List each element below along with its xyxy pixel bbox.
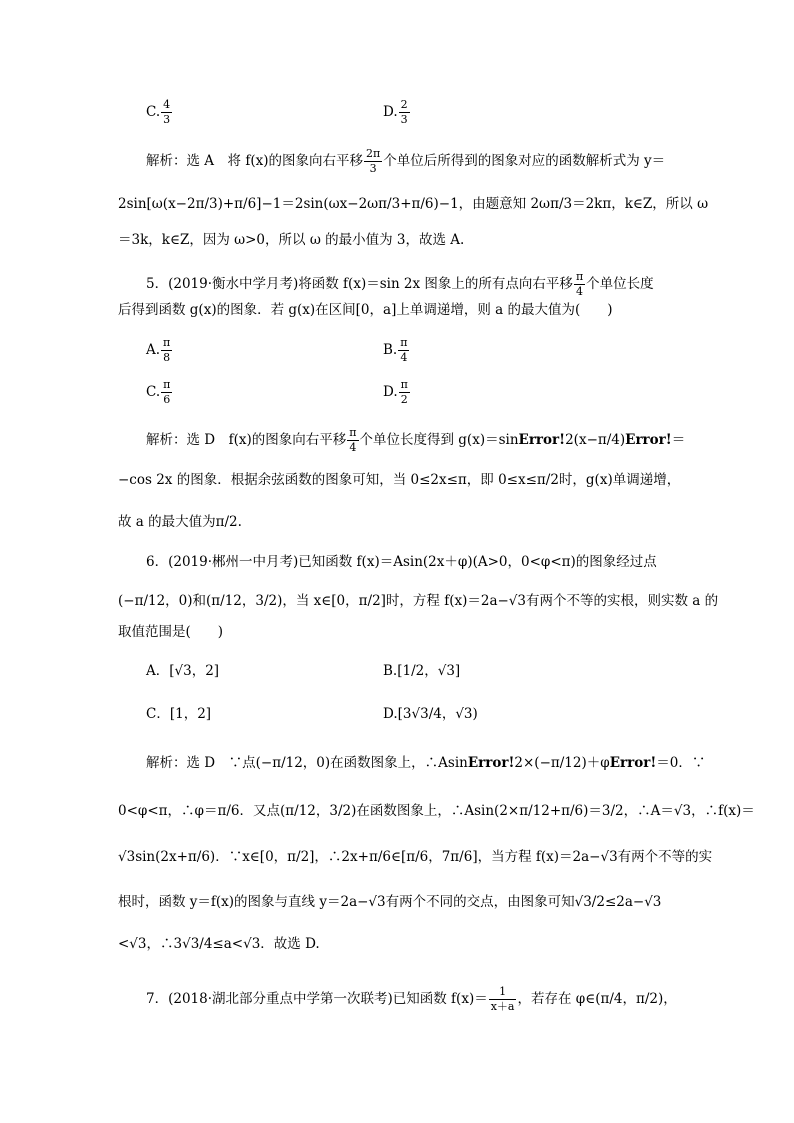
fraction: $\frac{4}{3}$ (163, 98, 171, 126)
q6-solution-line-4: 根时，函数 y＝f(x)的图象与直线 y＝2a−√3有两个不同的交点，由图象可知√3/2≤2a−√3 (118, 894, 662, 910)
error-marker: Error! (518, 432, 566, 448)
q5-option-d: D. $\frac{\pi}{2}$ (383, 378, 408, 406)
q5-solution-line-1: 解析：选 D f(x)的图象向右平移 $\frac{\pi}{4}$ 个单位长度得到 g(x)＝sinError!2(x−π/4)Error!＝ (146, 426, 686, 454)
q6-solution-line-2: 0<φ<π，∴φ＝π/6．又点(π/12，3/2)在函数图象上，∴Asin(2×π/12+π/6)＝3/2，∴A＝√3，∴f(x)＝ (118, 803, 755, 819)
error-marker: Error! (609, 755, 657, 771)
q6-option-a: A．[√3，2] (146, 663, 220, 679)
q5-stem-line-2: 后得到函数 g(x)的图象．若 g(x)在区间[0，a]上单调递增，则 a 的最大值为( ) (118, 302, 613, 318)
option-label: D. (383, 104, 398, 120)
q6-solution-line-3: √3sin(2x+π/6)．∵x∈[0，π/2]，∴2x+π/6∈[π/6，7π/6]，当方程 f(x)＝2a−√3有两个不等的实 (118, 849, 713, 865)
q4-solution-line-2: 2sin[ω(x−2π/3)+π/6]−1＝2sin(ωx−2ωπ/3+π/6)−1，由题意知 2ωπ/3＝2kπ，k∈Z，所以 ω (118, 196, 709, 212)
q4-solution-line-3: ＝3k，k∈Z，因为 ω>0，所以 ω 的最小值为 3，故选 A. (118, 232, 465, 248)
fraction: $\frac{2}{3}$ (400, 98, 408, 126)
q6-option-d: D.[3√3/4，√3) (383, 706, 478, 722)
option-label: C. (146, 104, 161, 120)
q6-option-c: C．[1，2] (146, 706, 212, 722)
q5-stem-line-1: 5．(2019·衡水中学月考)将函数 f(x)＝sin 2x 图象上的所有点向右平移 $\frac{\pi}{4}$ 个单位长度 (146, 270, 654, 298)
q4-solution-line-1: 解析：选 A 将 f(x)的图象向右平移 $\frac{2\pi}{3}$ 个单位后所得到的图象对应的函数解析式为 y＝ (146, 147, 666, 175)
q5-option-c: C. $\frac{\pi}{6}$ (146, 378, 171, 406)
q6-solution-line-1: 解析：选 D ∵点(−π/12，0)在函数图象上，∴AsinError!2×(−π/12)＋φError!＝0．∵ (146, 755, 706, 771)
q5-option-b: B. $\frac{\pi}{4}$ (383, 336, 408, 364)
q6-stem-line-1: 6．(2019·郴州一中月考)已知函数 f(x)＝Asin(2x＋φ)(A>0，0<φ<π)的图象经过点 (146, 554, 657, 570)
q7-stem-line-1: 7．(2018·湖北部分重点中学第一次联考)已知函数 f(x)＝ $\frac{1}{x+a}$ ，若存在 φ∈(π/4，π/2)， (146, 985, 677, 1013)
q4-option-d (383, 98, 411, 127)
error-marker: Error! (625, 432, 672, 448)
q5-solution-line-3: 故 a 的最大值为π/2. (118, 514, 242, 530)
q6-stem-line-2: (−π/12，0)和(π/12，3/2)，当 x∈[0，π/2]时，方程 f(x)＝2a−√3有两个不等的实根，则实数 a 的 (118, 593, 719, 609)
q6-solution-line-5: <√3，∴3√3/4≤a<√3．故选 D. (118, 936, 320, 952)
q5-option-a: A. $\frac{\pi}{8}$ (146, 336, 171, 364)
q4-option-c (146, 98, 173, 127)
q6-option-b: B.[1/2，√3] (383, 663, 461, 679)
error-marker: Error! (467, 755, 515, 771)
q6-stem-line-3: 取值范围是( ) (118, 624, 224, 640)
q5-solution-line-2: −cos 2x 的图象．根据余弦函数的图象可知，当 0≤2x≤π，即 0≤x≤π/2时，g(x)单调递增， (118, 472, 681, 488)
